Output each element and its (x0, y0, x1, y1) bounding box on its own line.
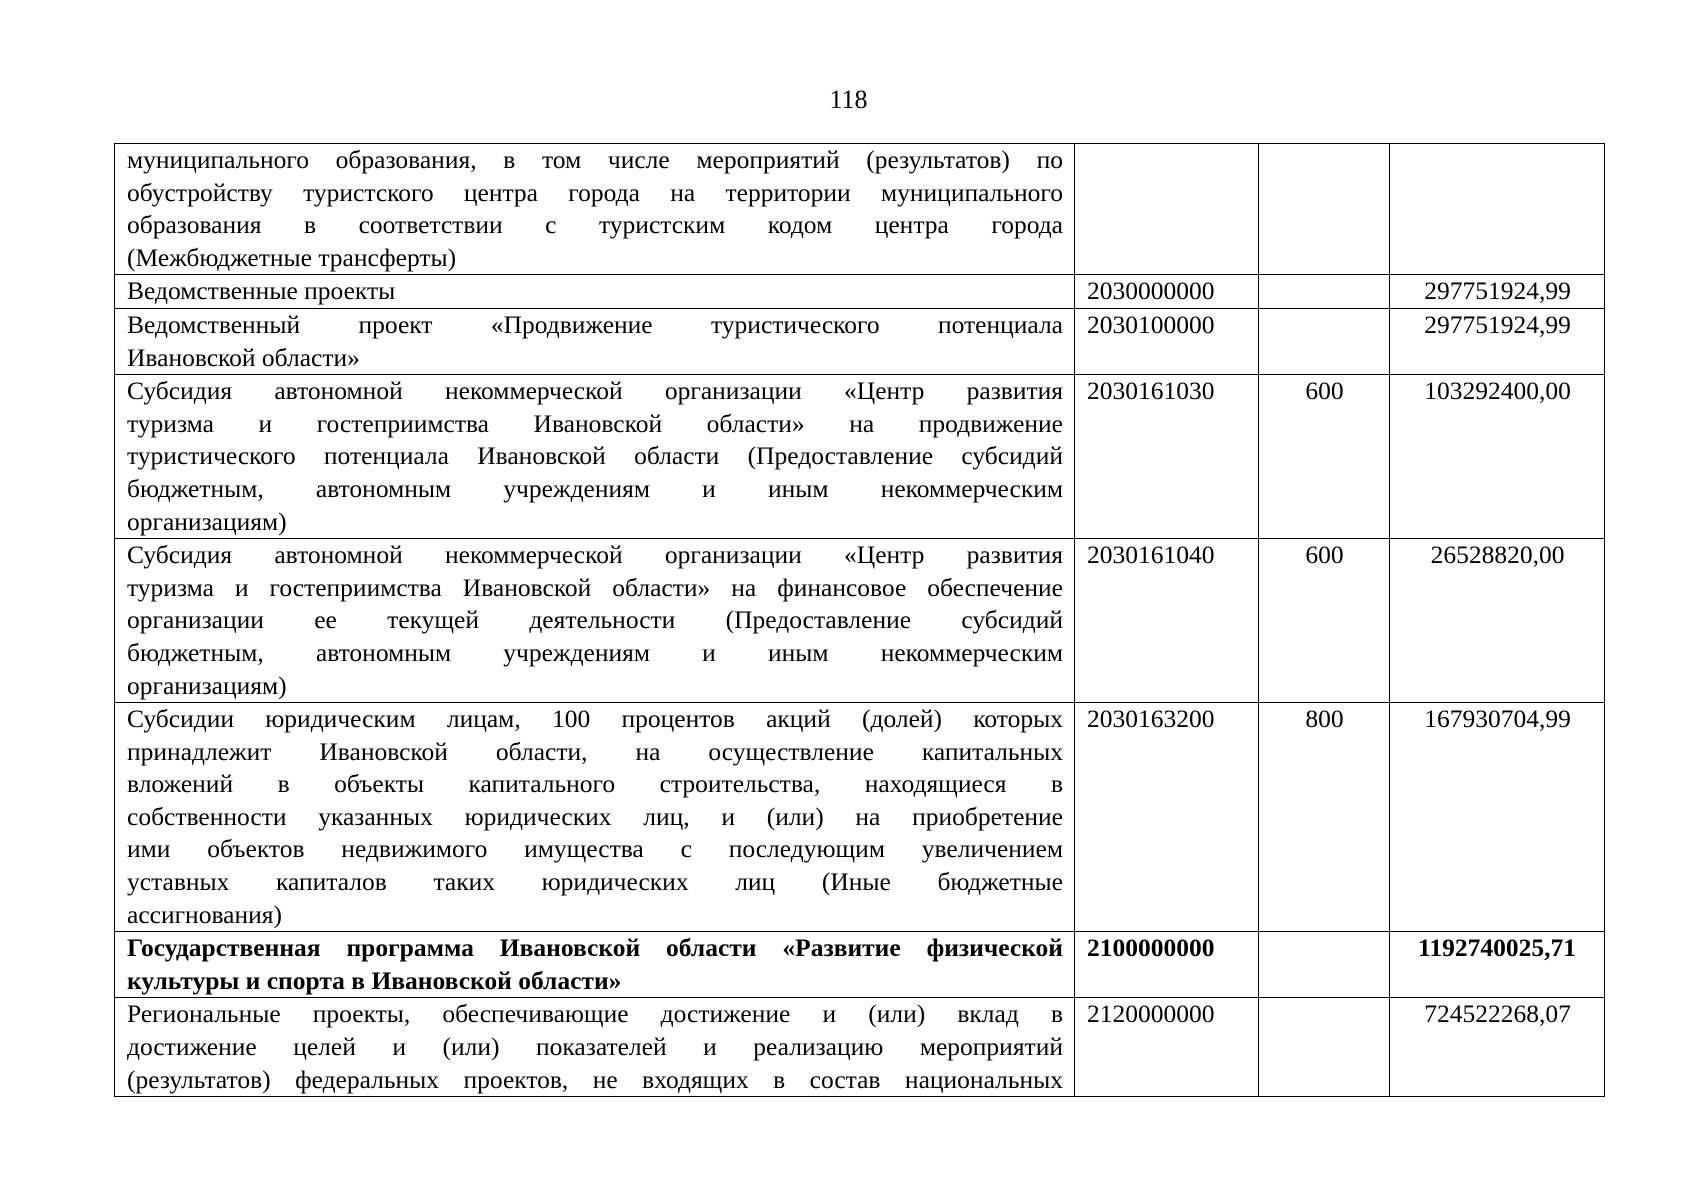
row-name-line: вложений в объекты капитального строительства, находящиеся в (127, 769, 1063, 799)
row-expense-type-cell (1259, 275, 1390, 309)
row-name-line: (Межбюджетные трансферты) (127, 242, 457, 272)
page-number: 118 (829, 85, 868, 114)
table-row (115, 998, 1605, 1097)
row-expense-type-cell (1259, 998, 1390, 1097)
row-name-line: бюджетным, автономным учреждениям и иным некоммерческим (127, 637, 1063, 667)
row-name-line: Субсидия автономной некоммерческой организации «Центр развития (127, 376, 1063, 406)
row-code-cell: 2030161030 (1075, 375, 1259, 539)
row-name-line: Субсидии юридическим лицам, 100 процентов акций (долей) которых (127, 704, 1063, 734)
row-name-line: туристического потенциала Ивановской области (Предоставление субсидий (127, 441, 1063, 471)
table-row (115, 932, 1605, 998)
row-name-line: ими объектов недвижимого имущества с последующим увеличением (127, 834, 1063, 864)
row-name-cell (115, 275, 1075, 309)
row-sum-cell: 1192740025,71 (1390, 932, 1605, 998)
row-code-cell: 2030000000 (1075, 275, 1259, 309)
table-row (115, 275, 1605, 309)
row-name-line: бюджетным, автономным учреждениям и иным некоммерческим (127, 473, 1063, 503)
row-name-line: уставных капиталов таких юридических лиц (Иные бюджетные (127, 867, 1063, 897)
row-expense-type-cell (1259, 308, 1390, 374)
row-sum-cell (1390, 144, 1605, 275)
row-name-line: муниципального образования, в том числе мероприятий (результатов) по (127, 145, 1063, 174)
row-name-cell (115, 703, 1075, 932)
table-row (115, 539, 1605, 703)
row-sum-cell: 167930704,99 (1390, 703, 1605, 932)
row-name-line: организациям) (127, 506, 287, 536)
row-code-cell: 2030100000 (1075, 308, 1259, 374)
row-code-cell: 2030161040 (1075, 539, 1259, 703)
row-expense-type-cell: 600 (1259, 375, 1390, 539)
row-name-line: собственности указанных юридических лиц, и (или) на приобретение (127, 801, 1063, 831)
row-expense-type-cell: 600 (1259, 539, 1390, 703)
row-name-line: достижение целей и (или) показателей и реализацию мероприятий (127, 1032, 1063, 1062)
row-name-line: образования в соответствии с туристским кодом центра города (127, 210, 1063, 240)
row-code-cell: 2030163200 (1075, 703, 1259, 932)
table-row (115, 308, 1605, 374)
row-name-cell (115, 998, 1075, 1097)
row-name-line: (результатов) федеральных проектов, не входящих в состав национальных (127, 1064, 1063, 1094)
row-name-line: туризма и гостеприимства Ивановской области» на финансовое обеспечение (127, 572, 1063, 602)
row-name-line: ассигнования) (127, 899, 282, 929)
row-code-cell: 2120000000 (1075, 998, 1259, 1097)
row-name-line: организациям) (127, 670, 287, 700)
row-name-cell (115, 375, 1075, 539)
row-code-cell: 2100000000 (1075, 932, 1259, 998)
row-code-cell (1075, 144, 1259, 275)
row-name-cell (115, 144, 1075, 275)
row-name-line: Субсидия автономной некоммерческой организации «Центр развития (127, 540, 1063, 570)
row-name-cell (115, 539, 1075, 703)
row-name-line: Ивановской области» (127, 342, 360, 372)
row-sum-cell: 724522268,07 (1390, 998, 1605, 1097)
row-name-line: обустройству туристского центра города на территории муниципального (127, 177, 1063, 207)
row-name-line: культуры и спорта в Ивановской области» (127, 965, 622, 995)
row-sum-cell: 297751924,99 (1390, 275, 1605, 309)
row-name-cell (115, 308, 1075, 374)
row-name-line: Государственная программа Ивановской области «Развитие физической (127, 933, 1063, 963)
row-sum-cell: 26528820,00 (1390, 539, 1605, 703)
row-name-line: Региональные проекты, обеспечивающие достижение и (или) вклад в (127, 999, 1063, 1029)
row-name-line: принадлежит Ивановской области, на осуществление капитальных (127, 736, 1063, 766)
budget-table-body (115, 144, 1605, 1097)
row-name-line: организации ее текущей деятельности (Предоставление субсидий (127, 605, 1063, 635)
table-row (115, 375, 1605, 539)
row-name-line: Ведомственные проекты (127, 276, 396, 306)
row-sum-cell: 297751924,99 (1390, 308, 1605, 374)
budget-table (114, 143, 1605, 1097)
row-expense-type-cell: 800 (1259, 703, 1390, 932)
row-expense-type-cell (1259, 932, 1390, 998)
row-name-line: Ведомственный проект «Продвижение туристического потенциала (127, 309, 1063, 339)
row-sum-cell: 103292400,00 (1390, 375, 1605, 539)
row-name-line: туризма и гостеприимства Ивановской области» на продвижение (127, 408, 1063, 438)
row-expense-type-cell (1259, 144, 1390, 275)
table-row (115, 144, 1605, 275)
row-name-cell (115, 932, 1075, 998)
table-row (115, 703, 1605, 932)
